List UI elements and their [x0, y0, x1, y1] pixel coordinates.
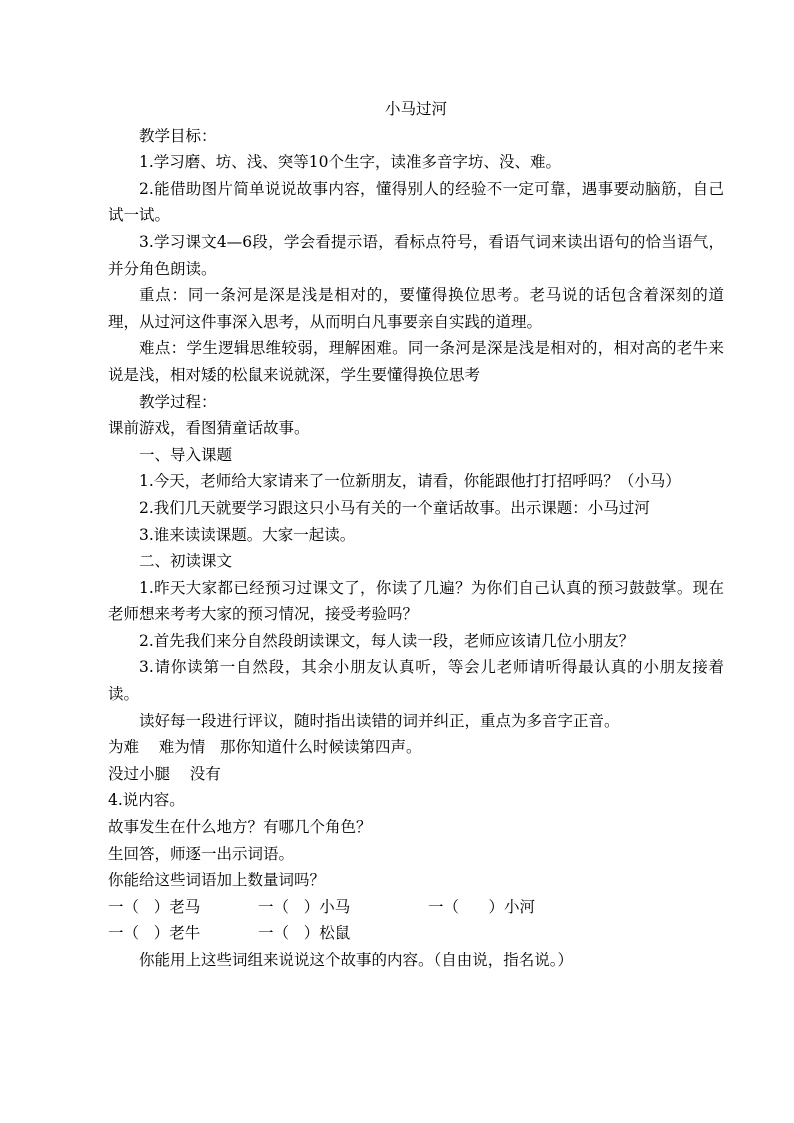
question-setting-roles: 故事发生在什么地方？有哪几个角色？ [108, 818, 372, 837]
subheading-first-reading: 二、初读课文 [139, 552, 233, 571]
fill-blank-little-horse: 一（ ）小马 [258, 897, 351, 916]
objective-item-3: 3.学习课文4—6段，学会看提示语，看标点符号，看语气词来读出语句的恰当语气，并分角色朗读。 [108, 232, 724, 278]
content-step-4: 4.说内容。 [108, 791, 185, 810]
answer-line: 生回答，师逐一出示词语。 [108, 844, 295, 863]
fill-blank-old-ox: 一（ ）老牛 [108, 924, 201, 943]
evaluation-line: 读好每一段进行评议，随时指出读错的词并纠正，重点为多音字正音。 [139, 711, 620, 730]
intro-step-3: 3.谁来读读课题。大家一起读。 [139, 525, 356, 544]
document-title: 小马过河 [384, 100, 447, 118]
quantifier-prompt: 你能给这些词语加上数量词吗？ [108, 871, 326, 890]
reading-step-3: 3.请你读第一自然段，其余小朋友认真听，等会儿老师请听得最认真的小朋友接着读。 [108, 658, 724, 704]
subheading-intro: 一、导入课题 [139, 445, 233, 464]
warmup-line: 课前游戏，看图猜童话故事。 [108, 419, 310, 438]
section-heading-process: 教学过程： [139, 392, 217, 411]
fill-blank-squirrel: 一（ ）松鼠 [258, 924, 351, 943]
fill-blank-river: 一（ ）小河 [428, 897, 536, 916]
difficulty-paragraph: 难点：学生逻辑思维较弱，理解困难。同一条河是深是浅是相对的，相对高的老牛来说是浅，相对矮的松鼠来说就深，学生要懂得换位思考 [108, 339, 724, 384]
fill-blank-old-horse: 一（ ）老马 [108, 897, 201, 916]
intro-step-1: 1.今天，老师给大家请来了一位新朋友，请看，你能跟他打打招呼吗？（小马） [139, 472, 681, 491]
polyphone-line-mei: 没过小腿 没有 [108, 764, 221, 783]
fill-blank-row-1 [108, 894, 724, 921]
retell-prompt: 你能用上这些词组来说说这个故事的内容。（自由说，指名说。） [139, 951, 574, 969]
document-body [108, 96, 724, 974]
reading-step-1: 1.昨天大家都已经预习过课文了，你读了几遍？为你们自己认真的预习鼓鼓掌。现在老师想来考考大家的预习情况，接受考验吗？ [108, 578, 724, 624]
polyphone-line-nan: 为难 难为情 那你知道什么时候读第四声。 [108, 738, 422, 757]
section-heading-objectives: 教学目标： [139, 126, 217, 145]
objective-item-1: 1.学习磨、坊、浅、突等10个生字，读准多音字坊、没、难。 [139, 153, 562, 172]
objective-item-2: 2.能借助图片简单说说故事内容，懂得别人的经验不一定可靠，遇事要动脑筋，自己试一试。 [108, 179, 724, 225]
key-point-paragraph: 重点：同一条河是深是浅是相对的，要懂得换位思考。老马说的话包含着深刻的道理，从过河这件事深入思考，从而明白凡事要亲自实践的道理。 [108, 286, 724, 331]
fill-blank-row-2 [108, 920, 724, 947]
reading-step-2: 2.首先我们来分自然段朗读课文，每人读一段，老师应该请几位小朋友？ [139, 631, 635, 650]
intro-step-2: 2.我们几天就要学习跟这只小马有关的一个童话故事。出示课题：小马过河 [139, 498, 650, 517]
